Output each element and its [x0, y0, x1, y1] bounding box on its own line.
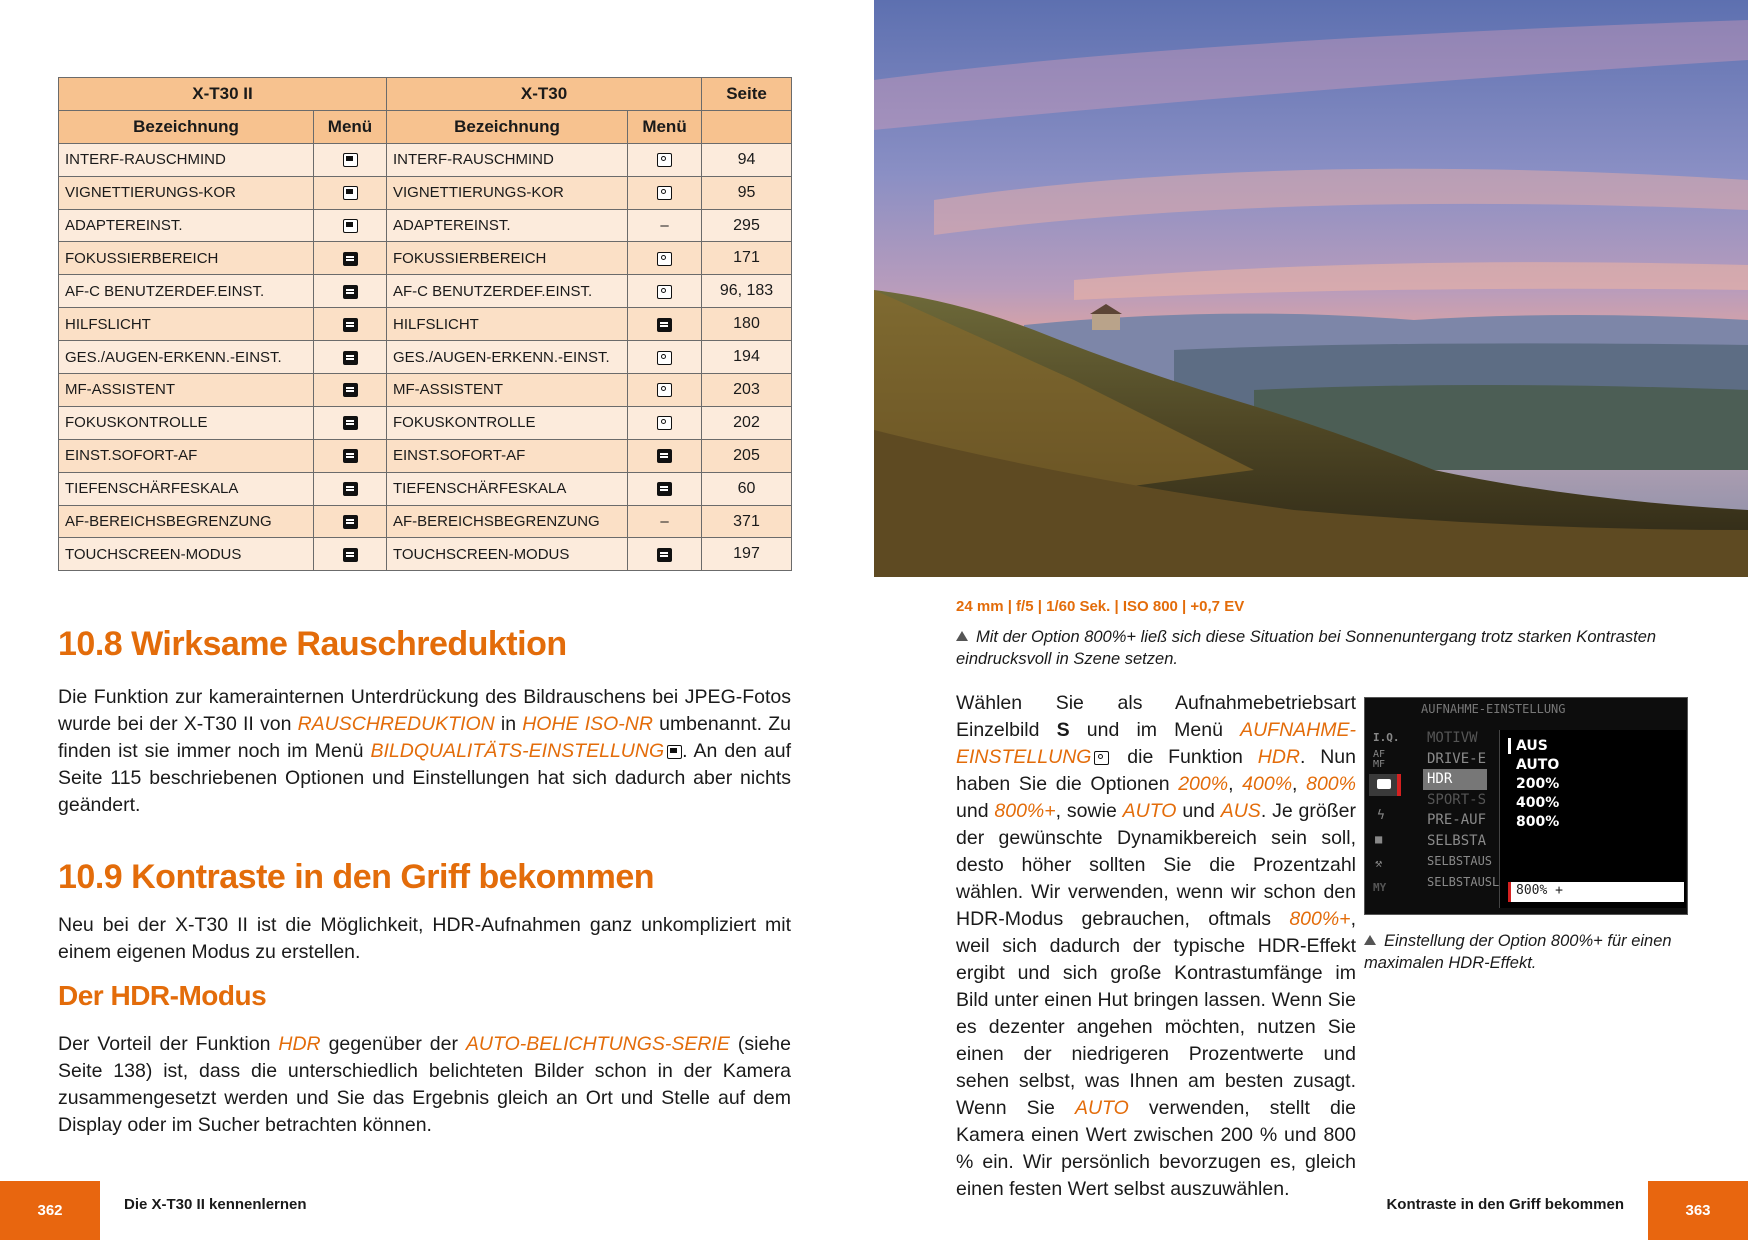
paragraph-rauschreduktion: Die Funktion zur kamerainternen Unterdrückung des Bildrauschens bei JPEG-Fotos wurde bei der X-T30 II von RAUSCHREDUKTION in HOHE ISO-NR umbenannt. Zu finden ist sie immer noch im Menü BILDQUALITÄTS-EINSTELLUNG . An den auf Seite 115 beschriebenen Optionen und Einstellungen hat sich dadurch aber nichts geändert. [58, 686, 792, 816]
table-row [59, 505, 792, 538]
x-t30-menu [628, 143, 702, 176]
hdr-option: 800% [1516, 814, 1560, 830]
iq-menu-icon [343, 186, 358, 200]
af-mf-menu-icon [343, 383, 358, 397]
page-number: 95 [702, 176, 792, 209]
x-t30-menu [628, 341, 702, 374]
iq-menu-icon [343, 219, 358, 233]
camera-menu-icon [657, 383, 672, 397]
page-number: 94 [702, 143, 792, 176]
table-row [59, 209, 792, 242]
x-t30-name: VIGNETTIERUNGS-KOR [387, 176, 628, 209]
afmf-tab-icon: AF MF [1373, 749, 1386, 770]
running-title-left: Die X-T30 II kennenlernen [124, 1196, 307, 1213]
x-t30-name: TOUCHSCREEN-MODUS [387, 538, 628, 571]
table-row [59, 176, 792, 209]
flash-tab-icon: ϟ [1377, 808, 1385, 823]
heading-10-9: 10.9 Kontraste in den Griff bekommen [58, 858, 655, 896]
x-t30-ii-name: AF-C BENUTZERDEF.EINST. [59, 275, 314, 308]
x-t30-ii-menu [314, 406, 387, 439]
hdr-options-popup [1499, 730, 1686, 908]
page-number-right: 363 [1648, 1181, 1748, 1240]
table-row [59, 439, 792, 472]
menu-item-hdr: HDR [1423, 769, 1487, 790]
x-t30-name: INTERF-RAUSCHMIND [387, 143, 628, 176]
camera-menu-sidebar [1365, 726, 1405, 914]
table-row [59, 406, 792, 439]
header-seite: Seite [702, 78, 792, 111]
af-mf-menu-icon [343, 482, 358, 496]
table-row [59, 242, 792, 275]
x-t30-name: HILFSLICHT [387, 308, 628, 341]
page-number: 194 [702, 341, 792, 374]
x-t30-ii-menu [314, 209, 387, 242]
x-t30-menu [628, 242, 702, 275]
paragraph-hdr-vorteil: Der Vorteil der Funktion HDR gegenüber der AUTO-BELICHTUNGS-SERIE (siehe Seite 138) ist, dass die unterschiedlich belichteten Bilder schon in der Kamera zusammengesetzt werden und Sie das Ergebnis gleich an Ort und Stelle auf dem Display oder im Sucher betrachten können. [58, 1033, 791, 1136]
page-number: 205 [702, 439, 792, 472]
menu-item: DRIVE-E [1427, 750, 1487, 767]
x-t30-menu [628, 538, 702, 571]
paragraph-hdr-intro: Neu bei der X-T30 II ist die Möglichkeit, HDR-Aufnahmen ganz unkompliziert mit einem eigenen Modus zu erstellen. [58, 914, 791, 963]
x-t30-menu [628, 176, 702, 209]
iq-tab-icon: I.Q. [1373, 731, 1400, 744]
x-t30-ii-menu [314, 439, 387, 472]
camera-menu-icon [657, 252, 672, 266]
x-t30-menu [628, 374, 702, 407]
table-row [59, 143, 792, 176]
camera-menu-icon [657, 186, 672, 200]
cursor-bar [1508, 738, 1511, 754]
menu-item: MOTIVW [1427, 730, 1478, 746]
x-t30-ii-menu [314, 472, 387, 505]
heading-10-8: 10.8 Wirksame Rauschreduktion [58, 625, 567, 663]
af-mf-menu-icon [343, 318, 358, 332]
af-mf-menu-icon [343, 449, 358, 463]
header-blank [702, 110, 792, 143]
x-t30-ii-menu [314, 341, 387, 374]
camera-menu-icon [1094, 751, 1109, 765]
hdr-option: AUTO [1516, 757, 1560, 773]
x-t30-name: ADAPTEREINST. [387, 209, 628, 242]
right-page [874, 0, 1748, 1240]
header-menu-2: Menü [628, 110, 702, 143]
table-header-row-2 [59, 110, 792, 143]
sunset-landscape-image [874, 0, 1748, 577]
x-t30-menu [628, 406, 702, 439]
x-t30-ii-menu [314, 176, 387, 209]
subheading-hdr-modus: Der HDR-Modus [58, 980, 267, 1011]
x-t30-ii-name: TOUCHSCREEN-MODUS [59, 538, 314, 571]
table-row [59, 275, 792, 308]
running-title-right: Kontraste in den Griff bekommen [1386, 1196, 1624, 1213]
menu-item: SPORT-S [1427, 791, 1487, 808]
x-t30-name: GES./AUGEN-ERKENN.-EINST. [387, 341, 628, 374]
page-number: 197 [702, 538, 792, 571]
x-t30-ii-menu [314, 143, 387, 176]
camera-menu-screenshot [1364, 697, 1688, 915]
camera-tab-icon [1369, 774, 1401, 796]
hdr-option-selected: 800% + [1516, 883, 1563, 898]
x-t30-menu [628, 275, 702, 308]
table-row [59, 472, 792, 505]
camera-menu-icon [657, 351, 672, 365]
table-row [59, 341, 792, 374]
x-t30-menu [628, 439, 702, 472]
photo-exif: 24 mm | f/5 | 1/60 Sek. | ISO 800 | +0,7 EV [956, 598, 1245, 615]
page-number: 180 [702, 308, 792, 341]
af-mf-menu-icon [343, 515, 358, 529]
header-menu-1: Menü [314, 110, 387, 143]
x-t30-ii-name: INTERF-RAUSCHMIND [59, 143, 314, 176]
table-row [59, 538, 792, 571]
af-mf-menu-icon [343, 285, 358, 299]
x-t30-ii-menu [314, 538, 387, 571]
page-number: 171 [702, 242, 792, 275]
iq-menu-icon [667, 745, 682, 759]
x-t30-ii-menu [314, 308, 387, 341]
x-t30-ii-name: ADAPTEREINST. [59, 209, 314, 242]
af-mf-menu-icon [343, 351, 358, 365]
x-t30-name: EINST.SOFORT-AF [387, 439, 628, 472]
menu-item: SELBSTAUSL [1427, 874, 1500, 889]
x-t30-ii-menu [314, 505, 387, 538]
x-t30-menu: – [628, 209, 702, 242]
x-t30-menu [628, 472, 702, 505]
page-number: 202 [702, 406, 792, 439]
camera-menu-items [1427, 728, 1499, 892]
camera-menu-icon [657, 153, 672, 167]
x-t30-ii-name: AF-BEREICHSBEGRENZUNG [59, 505, 314, 538]
table-header-row-1 [59, 78, 792, 111]
x-t30-ii-name: VIGNETTIERUNGS-KOR [59, 176, 314, 209]
iq-menu-icon [343, 153, 358, 167]
x-t30-ii-name: GES./AUGEN-ERKENN.-EINST. [59, 341, 314, 374]
menu-item: SELBSTA [1427, 832, 1487, 849]
paragraph-hdr-options-top: Wählen Sie als Aufnahmebetriebsart Einzelbild S und im Menü AUFNAHME-EINSTELLUNG die Funktion HDR. Nun haben Sie die Optionen 200%, 400%, 800% und 800%+, sowie AUTO und AUS. Je größer der gewünschte Dynamikbereich sein soll, desto höher sollten Sie die Prozentzahl wählen. Wir verwenden, wenn wir schon den HDR-Modus gebrauchen, oftmals 800%+, weil sich dadurch der typische HDR-Effekt ergibt und sich große Kontrastumfänge im Bild unter einen Hut bringen lassen. Wenn Sie es dezenter angehen möchten, nutzen Sie einen der niedrigeren Prozentwerte und sehen selbst, was Ihnen am besten zusagt. Wenn Sie AUTO verwenden, stellt die Kamera einen Wert zwischen 200 % und 800 % ein. Wir persönlich bevorzugen es, gleich einen festen Wert selbst auszuwählen. [956, 692, 1357, 1200]
x-t30-menu: – [628, 505, 702, 538]
caption-triangle-icon [956, 631, 968, 641]
x-t30-name: FOKUSKONTROLLE [387, 406, 628, 439]
hdr-option: AUS [1516, 738, 1548, 754]
x-t30-name: FOKUSSIERBEREICH [387, 242, 628, 275]
header-bezeichnung-2: Bezeichnung [387, 110, 628, 143]
header-bezeichnung-1: Bezeichnung [59, 110, 314, 143]
hdr-option: 400% [1516, 795, 1560, 811]
table-row [59, 308, 792, 341]
x-t30-ii-name: TIEFENSCHÄRFESKALA [59, 472, 314, 505]
photo-caption: Mit der Option 800%+ ließ sich diese Situation bei Sonnenuntergang trotz starken Kontrasten eindrucksvoll in Szene setzen. [956, 628, 1657, 668]
page-number-left: 362 [0, 1181, 100, 1240]
camera-menu-icon [657, 285, 672, 299]
wrench-tab-icon: ⚒ [1375, 856, 1383, 870]
page-number: 203 [702, 374, 792, 407]
x-t30-name: AF-BEREICHSBEGRENZUNG [387, 505, 628, 538]
page-number: 295 [702, 209, 792, 242]
x-t30-ii-name: MF-ASSISTENT [59, 374, 314, 407]
af-mf-menu-icon [657, 548, 672, 562]
caption-triangle-icon [1364, 935, 1376, 945]
menu-item: SELBSTAUS [1427, 854, 1493, 868]
x-t30-name: MF-ASSISTENT [387, 374, 628, 407]
x-t30-name: TIEFENSCHÄRFESKALA [387, 472, 628, 505]
x-t30-ii-name: HILFSLICHT [59, 308, 314, 341]
af-mf-menu-icon [657, 449, 672, 463]
x-t30-ii-name: FOKUSSIERBEREICH [59, 242, 314, 275]
header-x-t30-ii: X-T30 II [59, 78, 387, 111]
header-x-t30: X-T30 [387, 78, 702, 111]
af-mf-menu-icon [343, 548, 358, 562]
x-t30-name: AF-C BENUTZERDEF.EINST. [387, 275, 628, 308]
movie-tab-icon: ■ [1375, 832, 1383, 846]
table-row [59, 374, 792, 407]
af-mf-menu-icon [343, 416, 358, 430]
page-number: 60 [702, 472, 792, 505]
camera-menu-header: AUFNAHME-EINSTELLUNG [1421, 702, 1566, 716]
page-number: 96, 183 [702, 275, 792, 308]
menu-item: PRE-AUF [1427, 812, 1487, 828]
x-t30-ii-menu [314, 242, 387, 275]
af-mf-menu-icon [343, 252, 358, 266]
x-t30-ii-name: FOKUSKONTROLLE [59, 406, 314, 439]
hdr-option: 200% [1516, 776, 1560, 792]
camera-menu-caption: Einstellung der Option 800%+ für einen maximalen HDR-Effekt. [1364, 932, 1672, 972]
af-mf-menu-icon [657, 482, 672, 496]
comparison-table [58, 77, 792, 571]
x-t30-ii-menu [314, 275, 387, 308]
my-tab-icon: MY [1373, 881, 1387, 894]
x-t30-menu [628, 308, 702, 341]
page-number: 371 [702, 505, 792, 538]
x-t30-ii-name: EINST.SOFORT-AF [59, 439, 314, 472]
af-mf-menu-icon [657, 318, 672, 332]
camera-menu-icon [657, 416, 672, 430]
landscape-photo [874, 0, 1748, 577]
x-t30-ii-menu [314, 374, 387, 407]
